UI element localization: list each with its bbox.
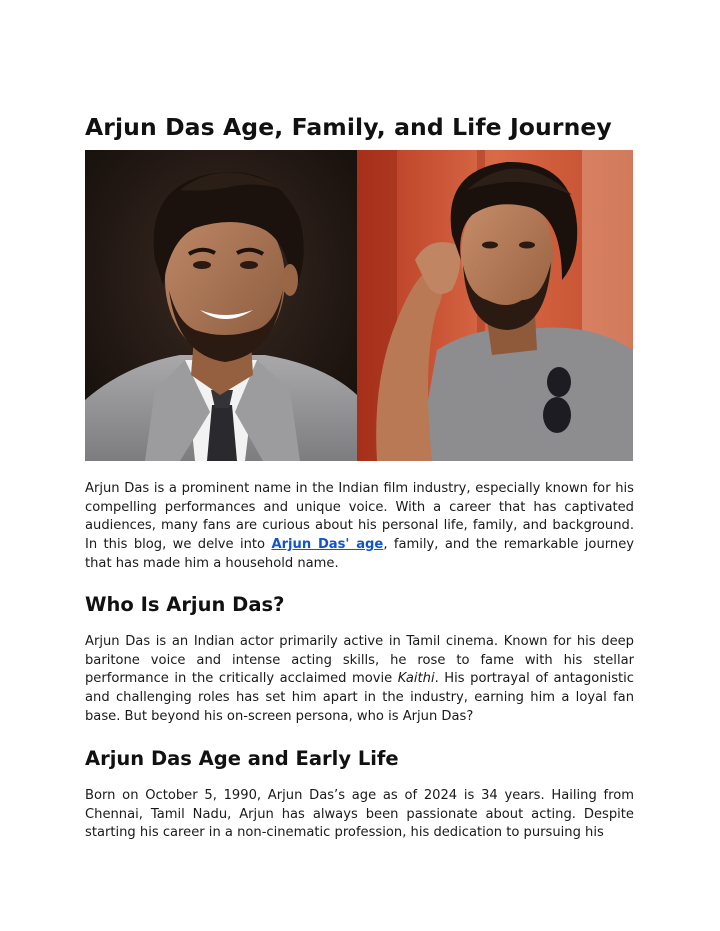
who-paragraph — [85, 633, 634, 727]
who-text-before-italic: Arjun Das is an Indian actor primarily active in Tamil cinema. Known for his deep baritone voice and intense acting skills, he rose to fame with his stellar performance in the critically acclaimed movie — [85, 634, 634, 687]
intro-text-before-link: Arjun Das is a prominent name in the Indian film industry, especially known for his compelling performances and unique voice. With a career that has captivated audiences, many fans are curious about his personal life, family, and background. In this blog, we delve into — [85, 481, 634, 553]
intro-text-after-link: , family, and the remarkable journey that has made him a household name. — [85, 537, 634, 571]
arjun-das-age-link[interactable]: Arjun Das' age — [271, 537, 384, 553]
movie-title-kaithi: Kaithi — [397, 671, 435, 687]
photo-arjun-das-tshirt — [357, 150, 633, 461]
photo-arjun-das-suit — [85, 150, 357, 461]
section-heading-age: Arjun Das Age and Early Life — [85, 747, 399, 770]
who-text-after-italic: . His portrayal of antagonistic and challenging roles has set him apart in the industry, earning him a loyal fan base. But beyond his on-screen persona, who is Arjun Das? — [85, 671, 634, 724]
age-paragraph: Born on October 5, 1990, Arjun Das’s age as of 2024 is 34 years. Hailing from Chennai, Tamil Nadu, Arjun has always been passionate about acting. Despite starting his career in a non-cinematic profession, his dedication to pursuing his — [85, 788, 634, 841]
section-heading-who: Who Is Arjun Das? — [85, 593, 285, 616]
intro-paragraph — [85, 480, 634, 574]
article-title: Arjun Das Age, Family, and Life Journey — [85, 113, 612, 141]
